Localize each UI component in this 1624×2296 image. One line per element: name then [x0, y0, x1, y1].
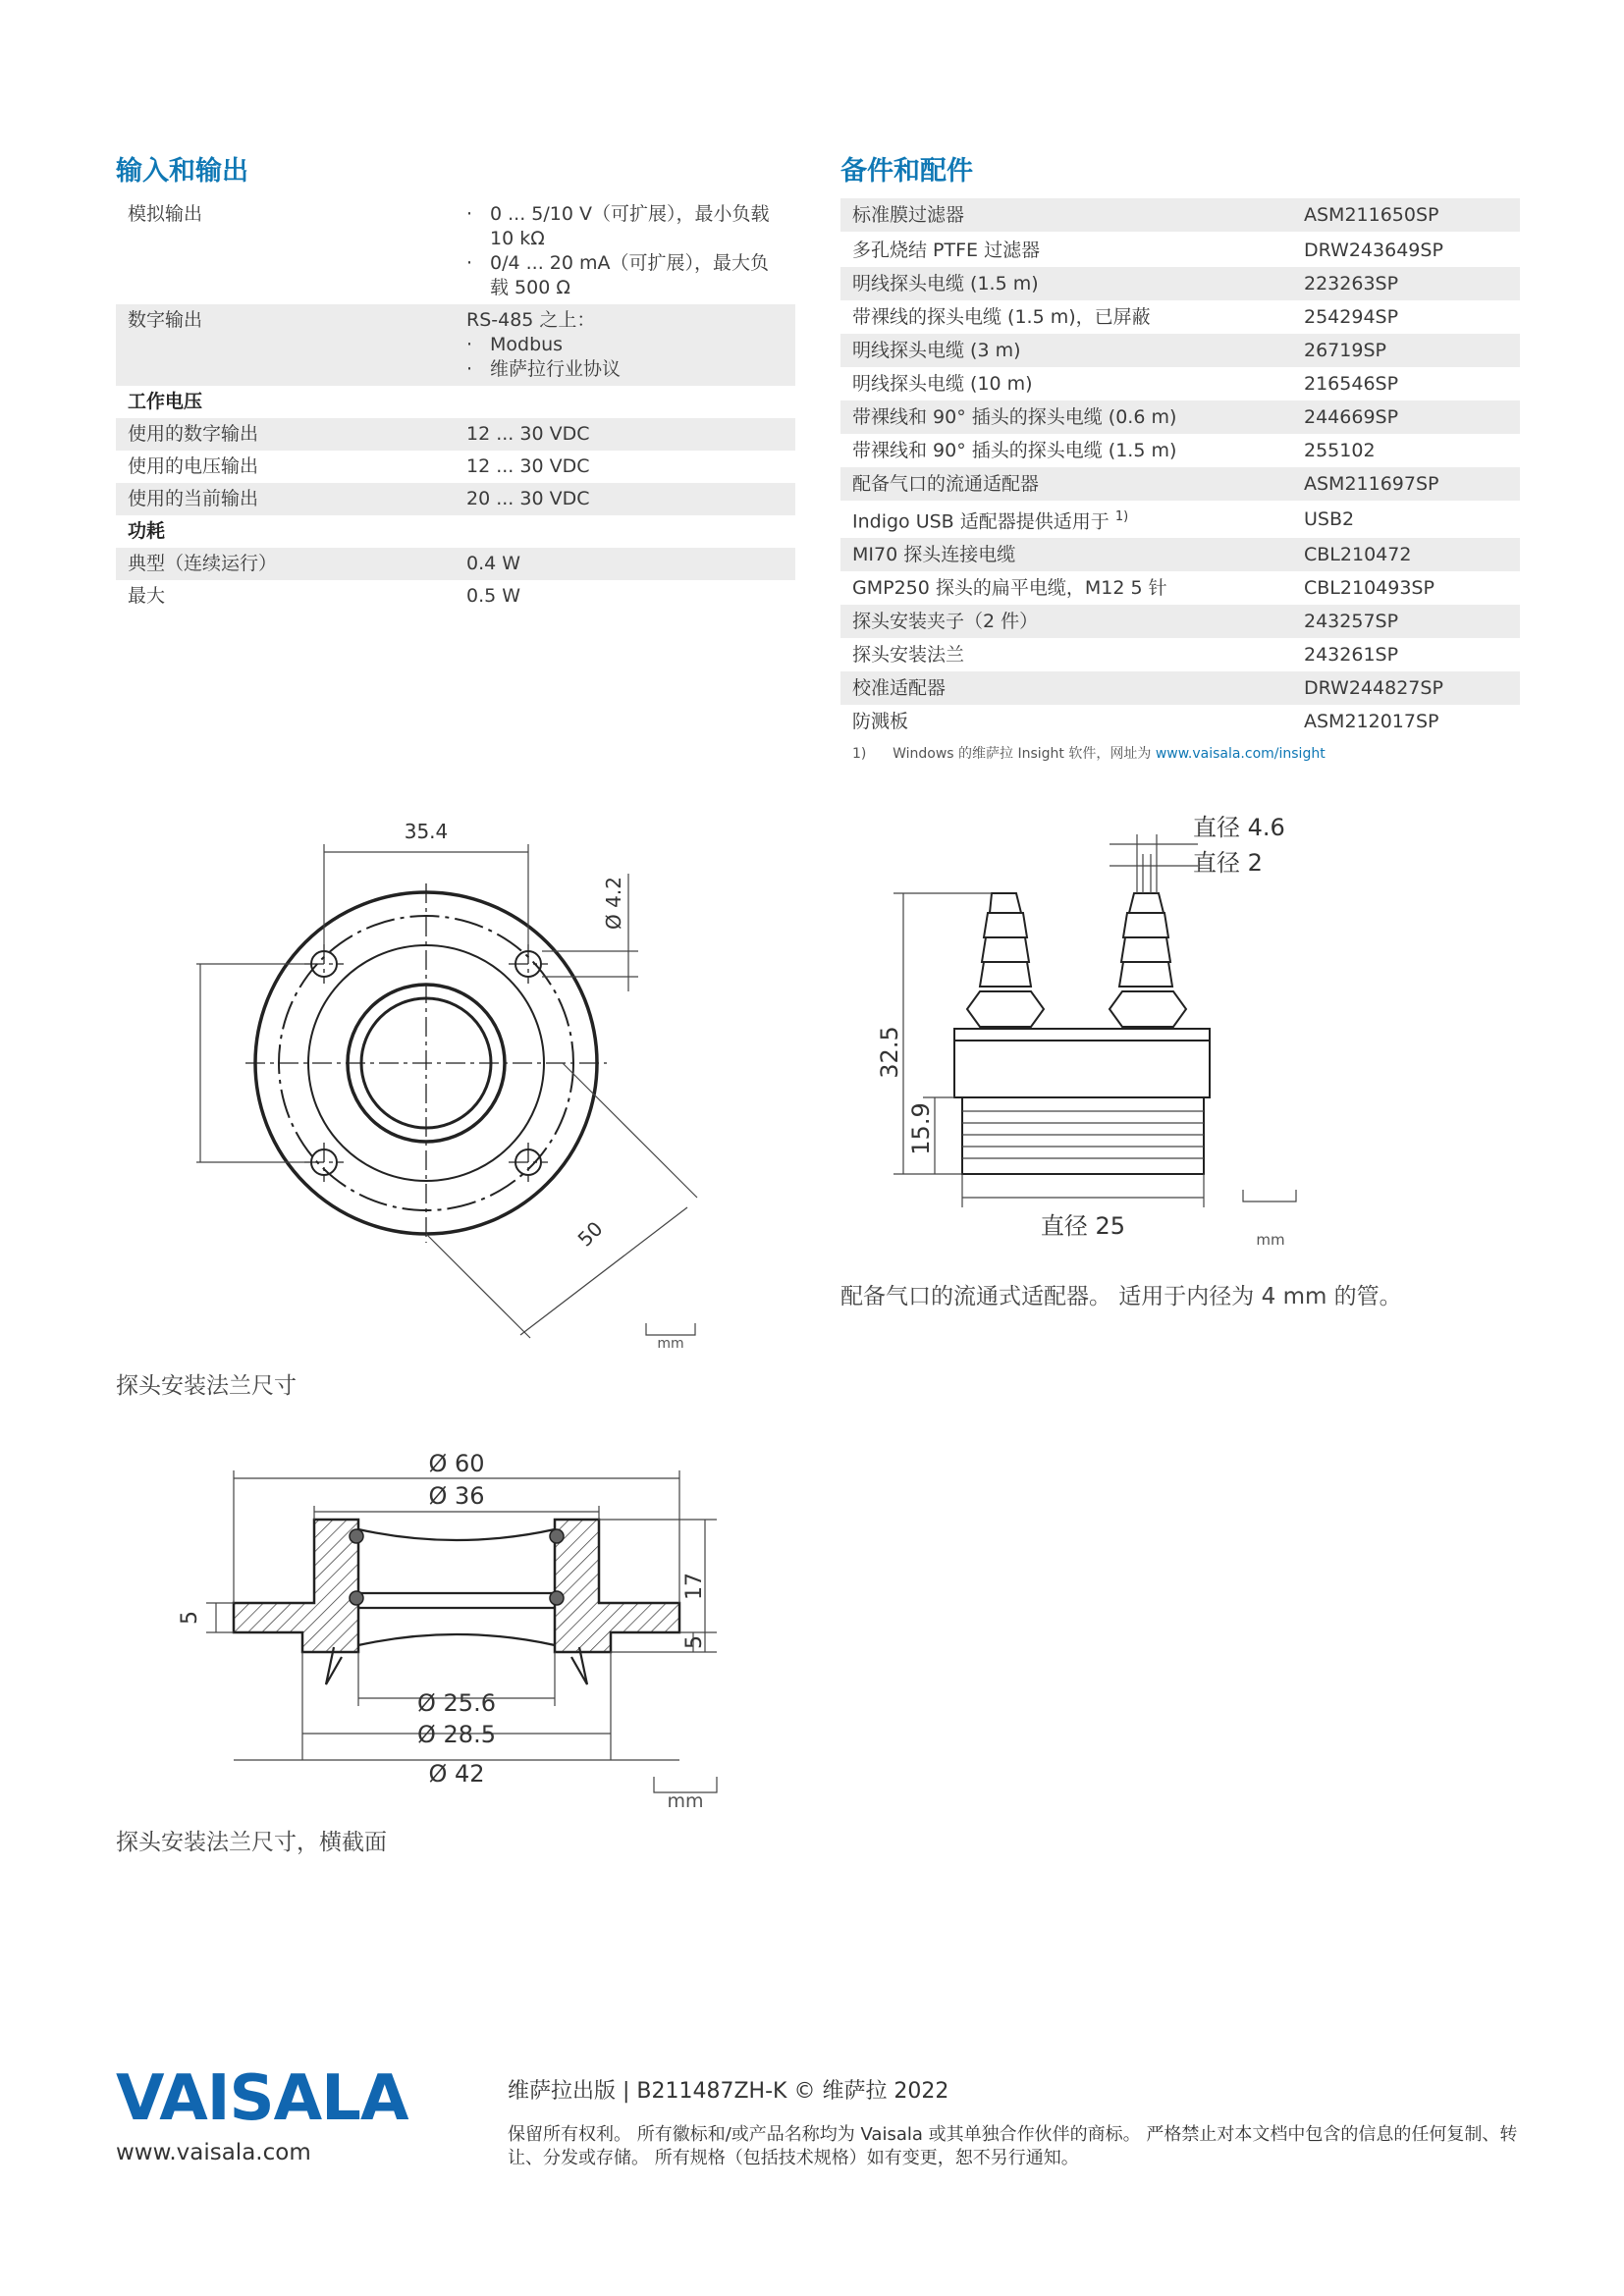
dim-35-4: 35.4: [404, 820, 449, 843]
dim-d46: 直径 4.6: [1193, 814, 1285, 841]
table-row: 防溅板 ASM212017SP: [852, 711, 1439, 733]
spec-label: 模拟输出: [128, 203, 203, 225]
section-caption: 探头安装法兰尺寸，横截面: [116, 1830, 387, 1855]
dim-d2: 直径 2: [1193, 849, 1263, 877]
flange-caption: 探头安装法兰尺寸: [116, 1373, 297, 1399]
vaisala-logo: VAISALA: [116, 2062, 408, 2135]
table-row: 配备气口的流通适配器 ASM211697SP: [840, 467, 1520, 501]
table-row: 带裸线和 90° 插头的探头电缆 (1.5 m) 255102: [852, 440, 1376, 461]
adapter-caption: 配备气口的流通式适配器。 适用于内径为 4 mm 的管。: [840, 1284, 1402, 1309]
footnote: 1) Windows 的维萨拉 Insight 软件，网址为 www.vaisala.com/insight: [852, 746, 1326, 762]
spec-value: RS-485 之上： · Modbus · 维萨拉行业协议: [455, 304, 795, 386]
table-row: 标准膜过滤器 ASM211650SP: [840, 198, 1520, 233]
unit-mm: mm: [657, 1336, 684, 1352]
dim-d25-6: Ø 25.6: [417, 1689, 496, 1717]
table-row: [116, 198, 795, 304]
dim-50: 50: [572, 1216, 608, 1252]
table-row: MI70 探头连接电缆 CBL210472: [840, 538, 1520, 571]
spec-value: · 0 ... 5/10 V（可扩展），最小负载 10 kΩ · 0/4 ... 20 mA（可扩展），最大负载 500 Ω: [466, 203, 770, 298]
dim-d25: 直径 25: [1040, 1212, 1126, 1240]
table-row: 带裸线的探头电缆 (1.5 m)，已屏蔽 254294SP: [852, 306, 1399, 328]
dim-d28-5: Ø 28.5: [417, 1721, 496, 1748]
table-row: 明线探头电缆 (10 m) 216546SP: [852, 373, 1399, 395]
dim-d42: Ø 42: [428, 1760, 485, 1788]
section-drawing: [167, 1421, 746, 1814]
dim-d36: Ø 36: [428, 1482, 485, 1510]
dim-5-left: 5: [178, 1611, 202, 1625]
table-row: 明线探头电缆 (3 m) 26719SP: [840, 334, 1520, 367]
dim-15-9: 15.9: [907, 1102, 935, 1155]
spec-label: 数字输出: [116, 304, 455, 386]
dim-17: 17: [682, 1573, 707, 1600]
table-row: 使用的数字输出 12 ... 30 VDC: [116, 418, 795, 451]
website-link[interactable]: www.vaisala.com: [116, 2140, 311, 2165]
rights-notice: 保留所有权利。 所有徽标和/或产品名称均为 Vaisala 或其单独合作伙伴的商标。 严格禁止对本文档中包含的信息的任何复制、转让、分发或存储。 所有规格（包括技术规格）如有变更，恕不另行通知。: [508, 2124, 1518, 2168]
accessories-table: [840, 198, 1520, 738]
table-row: 多孔烧结 PTFE 过滤器 DRW243649SP: [852, 240, 1443, 261]
table-row: [116, 304, 795, 386]
io-section-title: 输入和输出: [116, 156, 248, 187]
insight-link[interactable]: www.vaisala.com/insight: [1155, 746, 1326, 762]
table-row: 带裸线和 90° 插头的探头电缆 (0.6 m) 244669SP: [840, 400, 1520, 434]
dim-32-5: 32.5: [876, 1026, 903, 1079]
dim-d60: Ø 60: [428, 1450, 485, 1477]
table-row: 明线探头电缆 (1.5 m) 223263SP: [840, 267, 1520, 300]
dim-5-right: 5: [682, 1635, 707, 1649]
table-row: 最大 0.5 W: [128, 585, 521, 607]
io-spec-table: [116, 198, 795, 613]
flange-drawing: [177, 805, 727, 1355]
adapter-drawing: [864, 805, 1316, 1266]
table-row: 探头安装夹子（2 件） 243257SP: [840, 605, 1520, 638]
table-row: 探头安装法兰 243261SP: [852, 644, 1399, 667]
table-row: 使用的电压输出 12 ... 30 VDC: [128, 455, 590, 477]
accessories-section-title: 备件和配件: [840, 156, 973, 187]
table-group-row: 工作电压: [128, 391, 203, 412]
table-row: GMP250 探头的扁平电缆，M12 5 针 CBL210493SP: [852, 577, 1435, 600]
publication-info: 维萨拉出版 | B211487ZH-K © 维萨拉 2022: [508, 2079, 949, 2104]
table-group-row: 功耗: [128, 520, 166, 542]
unit-mm: mm: [667, 1790, 704, 1812]
table-row: 使用的当前输出 20 ... 30 VDC: [116, 483, 795, 515]
dim-hole: Ø 4.2: [602, 877, 625, 930]
table-row: Indigo USB 适配器提供适用于 $^{1)}$ USB2: [852, 508, 1355, 533]
unit-mm: mm: [1256, 1231, 1285, 1249]
table-row: 校准适配器 DRW244827SP: [840, 671, 1520, 705]
table-row: 典型（连续运行） 0.4 W: [116, 548, 795, 580]
